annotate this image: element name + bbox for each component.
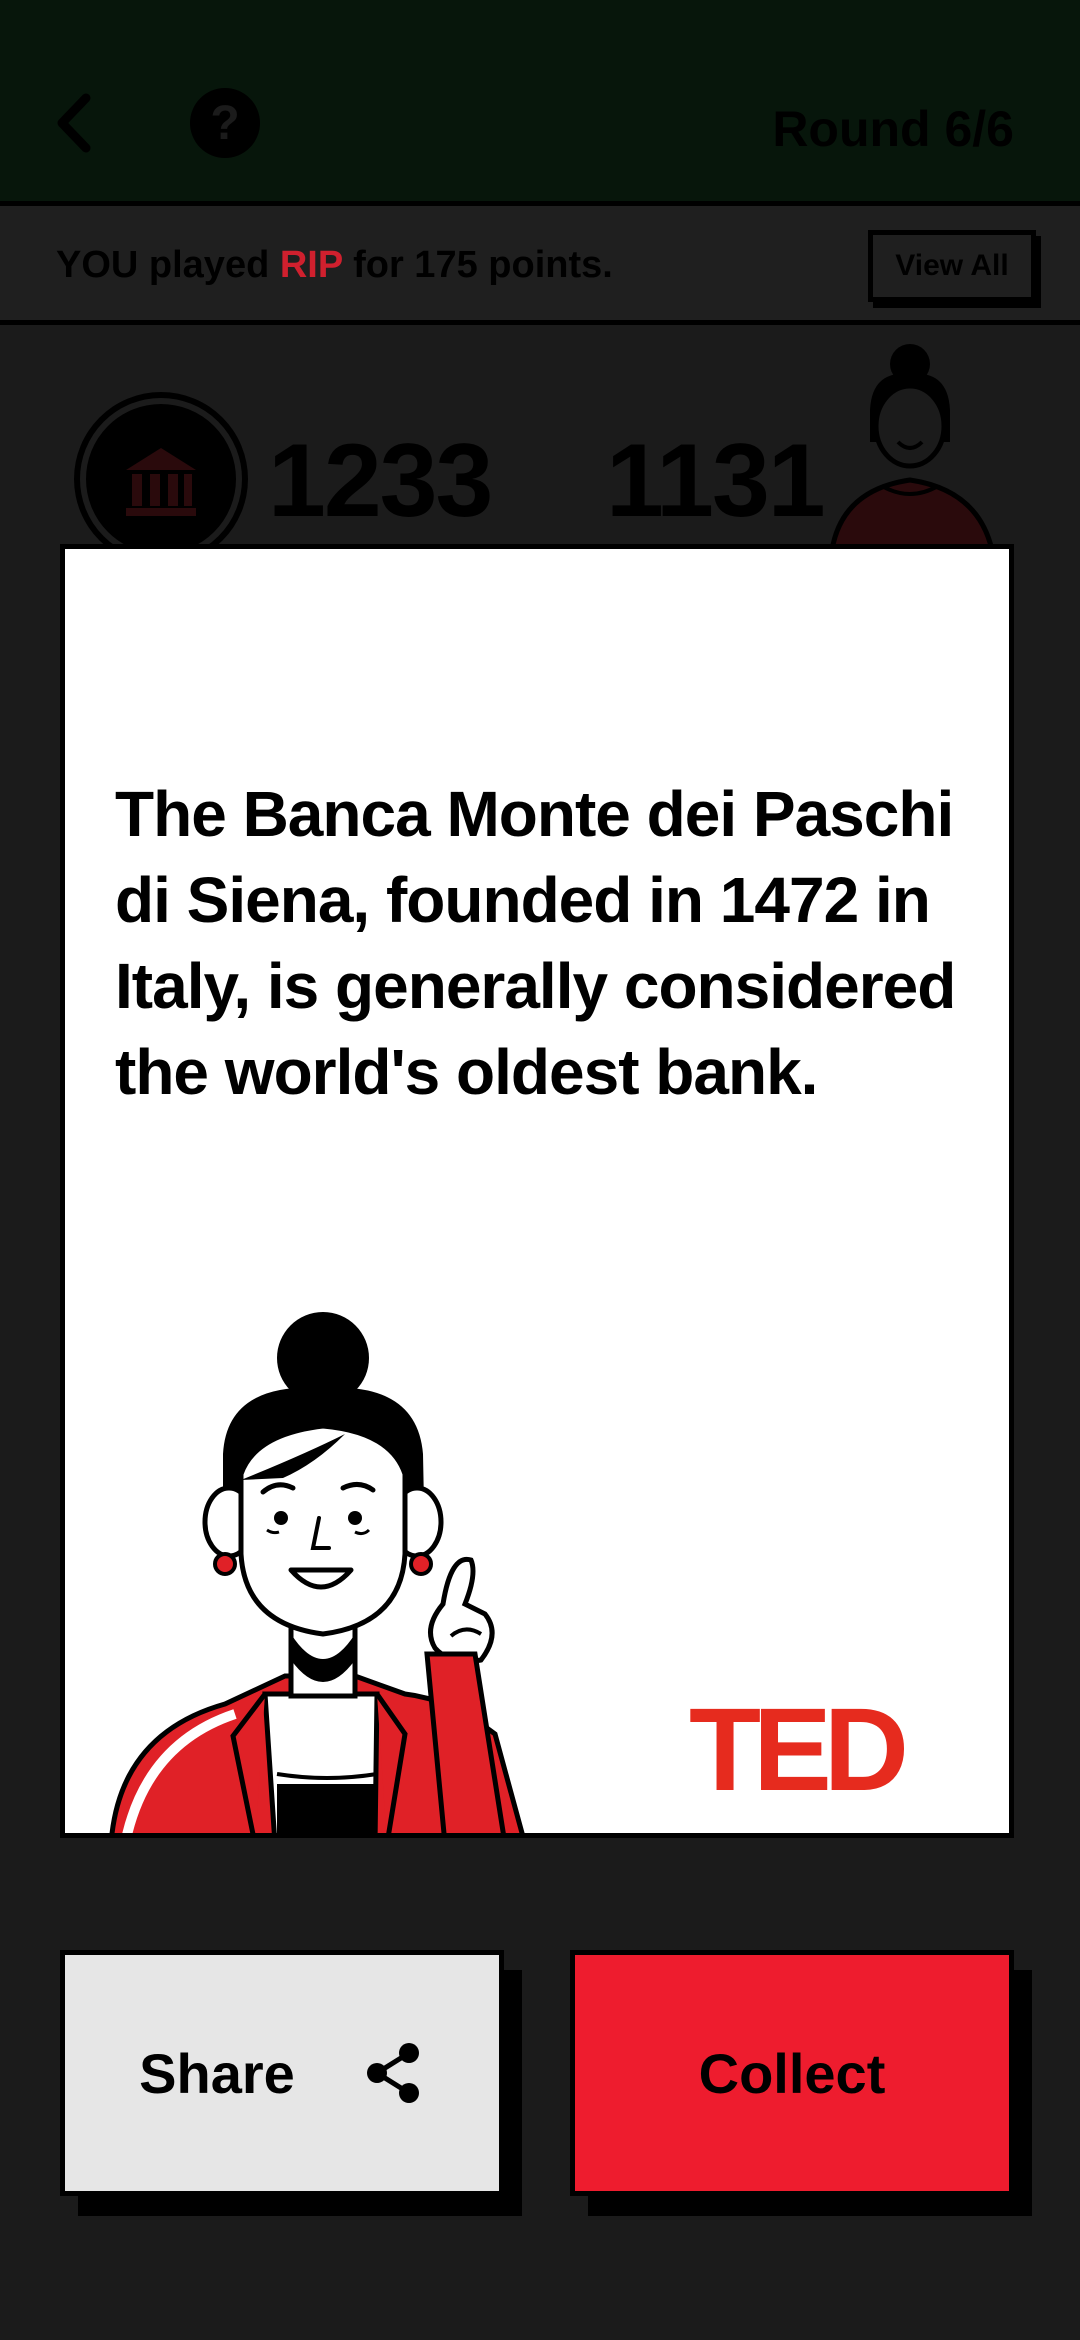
opponent-avatar: [822, 330, 1012, 550]
last-play-suffix: for 175 points.: [353, 244, 613, 286]
share-button[interactable]: [60, 1950, 504, 2196]
back-button[interactable]: [44, 88, 114, 158]
fact-card: [60, 544, 1014, 1838]
player-avatar: [80, 398, 242, 560]
round-indicator: Round 6/6: [772, 101, 1014, 157]
score-area: [0, 330, 1080, 550]
collect-button[interactable]: [570, 1950, 1014, 2196]
collect-label: Collect: [698, 2041, 886, 2105]
bank-icon: [86, 404, 236, 554]
share-label: Share: [139, 2041, 295, 2105]
last-play-text: [56, 244, 613, 287]
chevron-left-icon: [44, 88, 114, 158]
last-play-word: RIP: [279, 244, 343, 286]
view-all-button[interactable]: View All: [868, 230, 1036, 302]
top-bar: [0, 0, 1080, 206]
last-play-bar: [0, 206, 1080, 325]
player-score: 1233: [268, 423, 492, 539]
share-icon: [361, 2041, 425, 2105]
help-button[interactable]: [190, 88, 260, 158]
opponent-score: 1131: [606, 423, 824, 539]
ted-logo: TED: [689, 1684, 901, 1816]
last-play-prefix: YOU played: [56, 244, 270, 286]
fact-text: The Banca Monte dei Paschi di Siena, founded in 1472 in Italy, is generally considered the world's oldest bank.: [115, 778, 956, 1108]
question-icon: ?: [210, 96, 240, 150]
woman-pointing-illustration: [105, 1304, 625, 1838]
